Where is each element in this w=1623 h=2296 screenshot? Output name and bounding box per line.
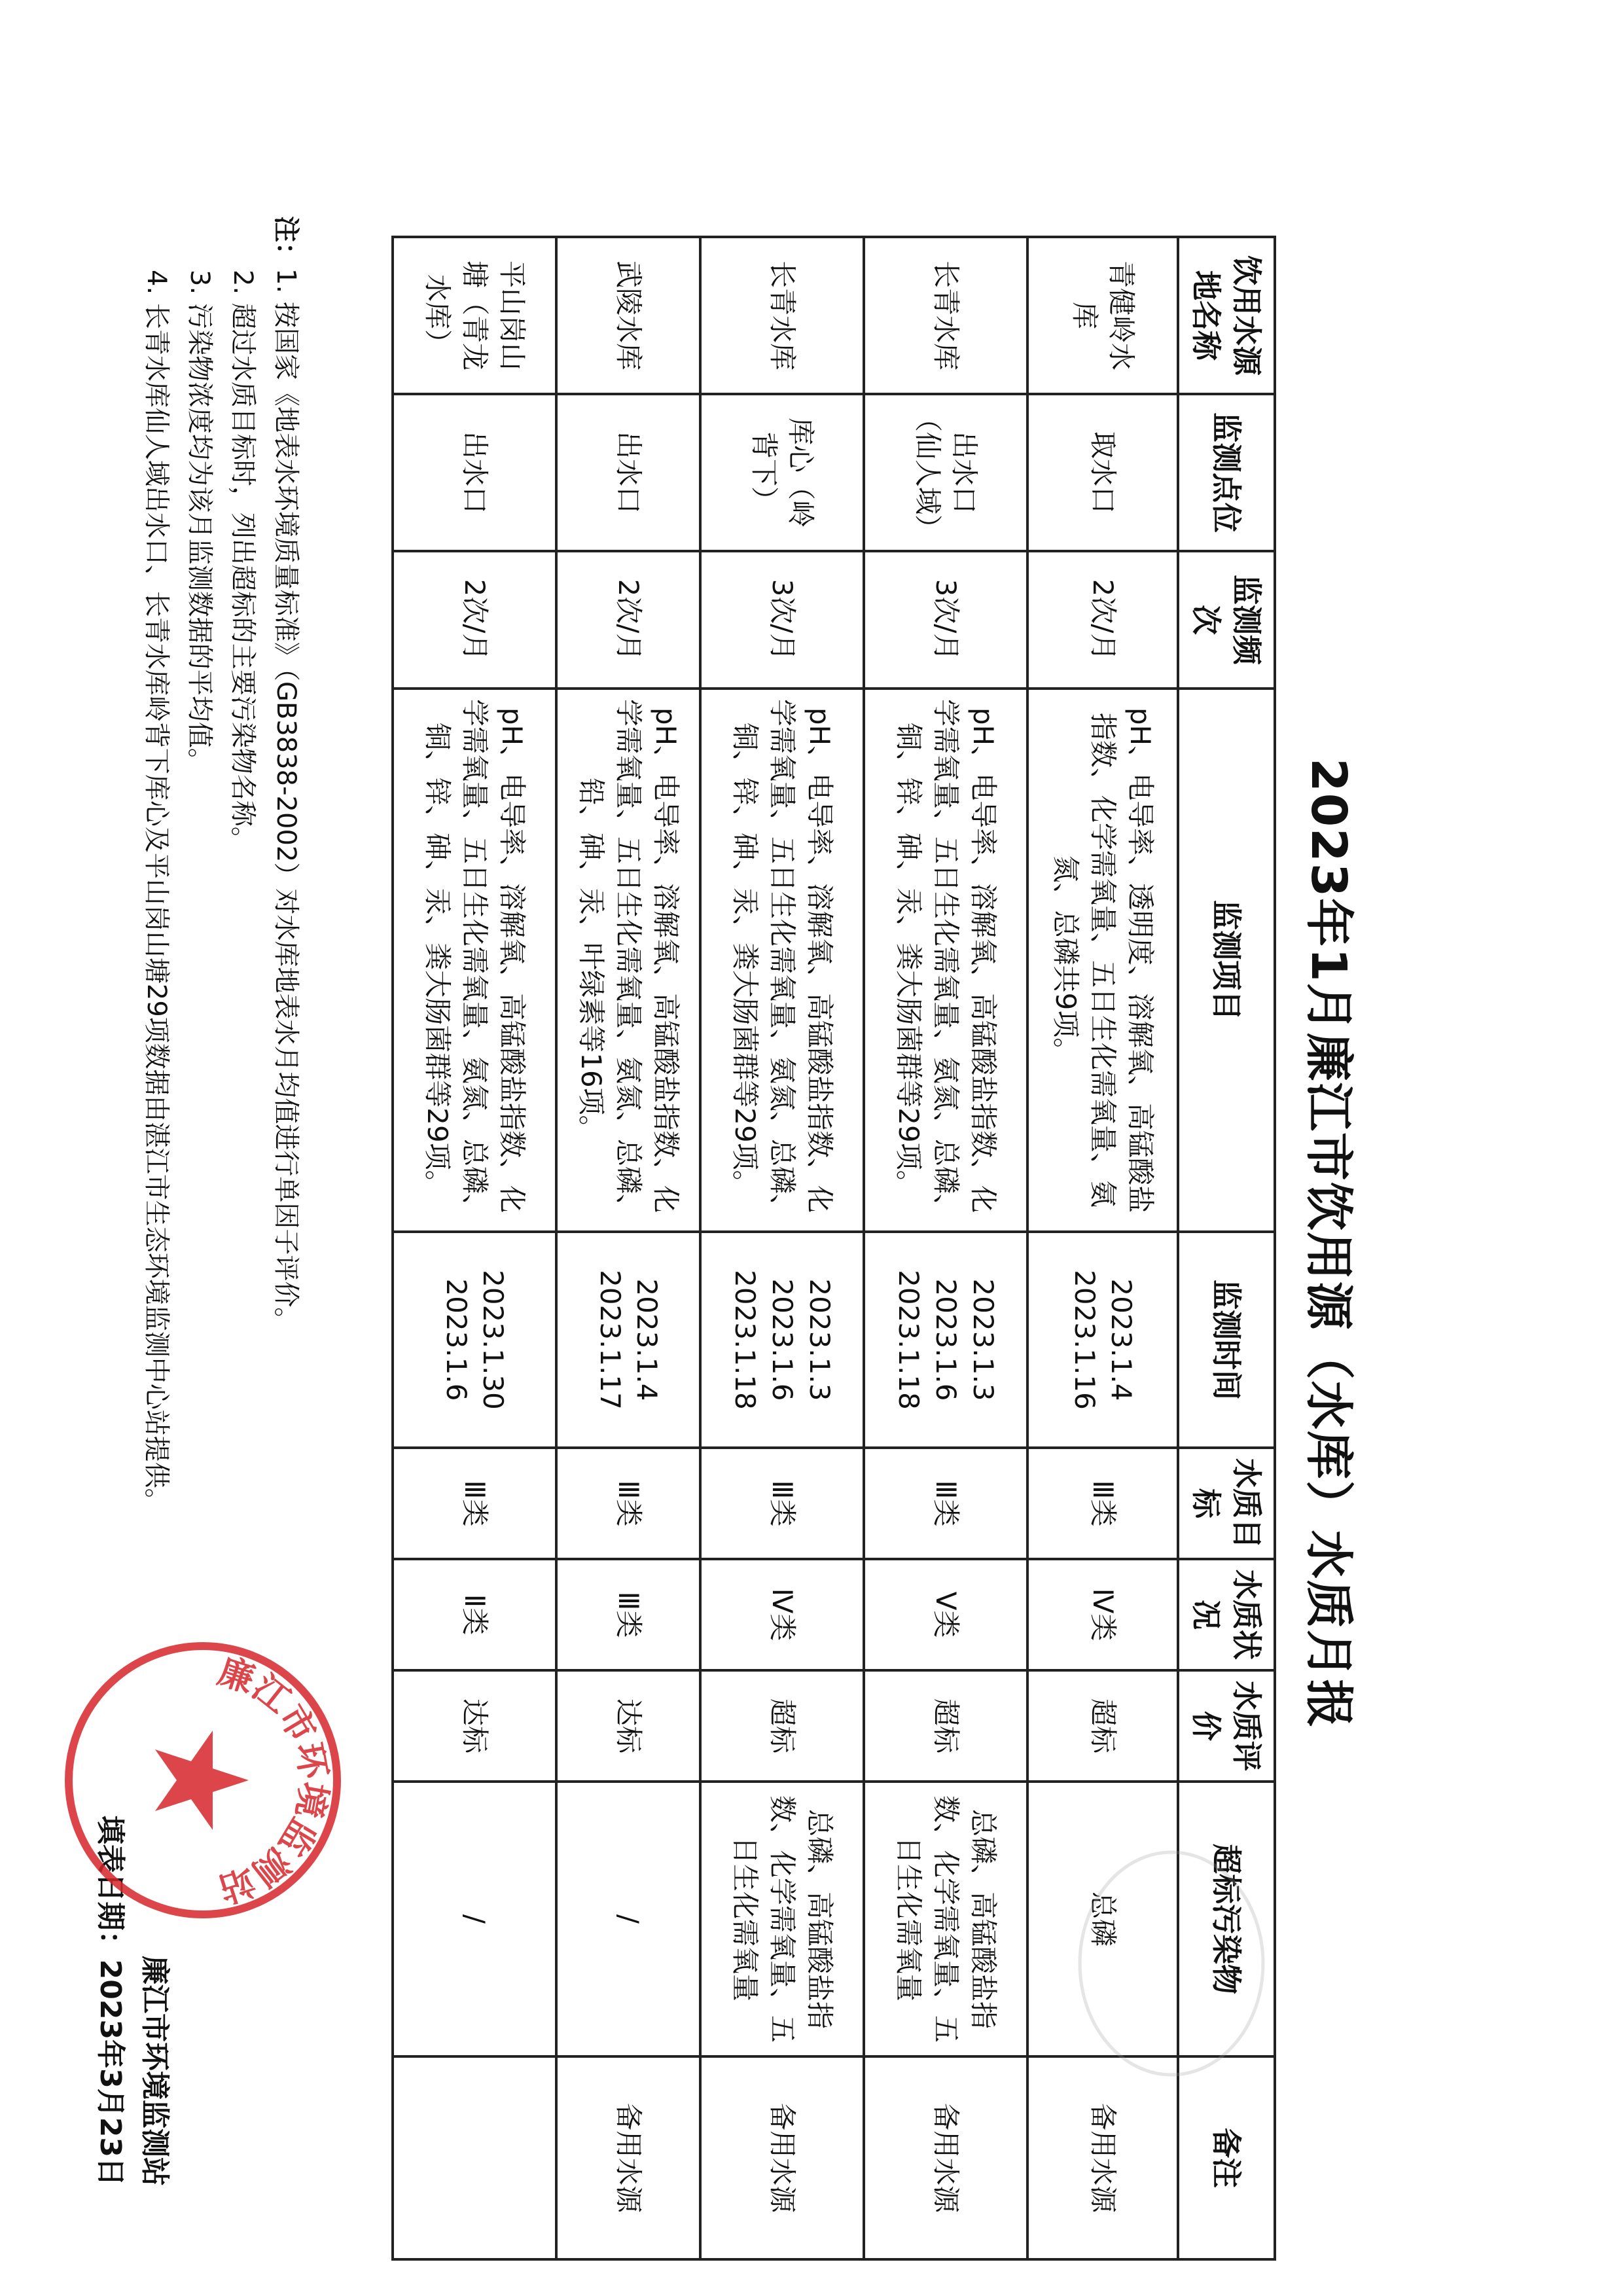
cell-frequency: 2次/月 [1027, 551, 1178, 689]
cell-pollutant: 总磷、高锰酸盐指数、化学需氧量、五日生化需氧量 [864, 1782, 1027, 2056]
cell-items: pH、电导率、透明度、溶解氧、高锰酸盐指数、化学需氧量、五日生化需氧量、氨氮、总磷共9项。 [1027, 689, 1178, 1232]
cell-source-name: 长青水库 [864, 237, 1027, 394]
notes-label: 注： [271, 216, 301, 268]
report-page [59, 196, 1368, 2291]
cell-items: pH、电导率、溶解氧、高锰酸盐指数、化学需氧量、五日生化需氧量、氨氮、总磷、铜、锌、砷、汞、粪大肠菌群等29项。 [864, 689, 1027, 1232]
cell-target: Ⅲ类 [556, 1448, 700, 1559]
footer-date: 填表日期：2023年3月23日 [94, 1815, 127, 2186]
cell-time: 2023.1.3 2023.1.6 2023.1.18 [864, 1232, 1027, 1448]
cell-source-name: 武陵水库 [556, 237, 700, 394]
cell-point: 出水口（仙人域） [864, 394, 1027, 551]
cell-pollutant: 总磷、高锰酸盐指数、化学需氧量、五日生化需氧量 [700, 1782, 864, 2056]
header-source-name: 饮用水源地名称 [1178, 237, 1275, 394]
footer-organization: 廉江市环境监测站 [138, 1956, 171, 2186]
header-frequency: 监测频次 [1178, 551, 1275, 689]
cell-frequency: 3次/月 [700, 551, 864, 689]
cell-remark: 备用水源 [1027, 2056, 1178, 2259]
header-status: 水质状况 [1178, 1559, 1275, 1670]
header-time: 监测时间 [1178, 1232, 1275, 1448]
cell-time: 2023.1.3 2023.1.6 2023.1.18 [700, 1232, 864, 1448]
table-row [700, 237, 864, 2259]
official-seal-icon [59, 1636, 347, 1924]
cell-remark: 备用水源 [864, 2056, 1027, 2259]
header-items: 监测项目 [1178, 689, 1275, 1232]
table-row [556, 237, 700, 2259]
cell-items: pH、电导率、溶解氧、高锰酸盐指数、化学需氧量、五日生化需氧量、氨氮、总磷、铅、砷、汞、叶绿素等16项。 [556, 689, 700, 1232]
header-point: 监测点位 [1178, 394, 1275, 551]
cell-pollutant: 总磷 [1027, 1782, 1178, 2056]
note-3: 3. 污染物浓度均为该月监测数据的平均值。 [185, 270, 215, 774]
cell-time: 2023.1.4 2023.1.16 [1027, 1232, 1178, 1448]
cell-status: Ⅳ类 [700, 1559, 864, 1670]
cell-remark: 备用水源 [700, 2056, 864, 2259]
cell-frequency: 3次/月 [864, 551, 1027, 689]
faint-seal-icon [1073, 1846, 1270, 2081]
cell-remark [393, 2056, 556, 2259]
cell-status: Ⅱ类 [393, 1559, 556, 1670]
note-line [264, 216, 308, 2245]
seal-text: 廉江市环境监测站 [213, 1651, 334, 1909]
cell-pollutant: / [393, 1782, 556, 2056]
cell-evaluation: 超标 [1027, 1670, 1178, 1782]
table-row [864, 237, 1027, 2259]
cell-remark: 备用水源 [556, 2056, 700, 2259]
header-remark: 备注 [1178, 2056, 1275, 2259]
cell-evaluation: 达标 [556, 1670, 700, 1782]
note-line [221, 216, 264, 2245]
cell-evaluation: 超标 [864, 1670, 1027, 1782]
cell-target: Ⅲ类 [864, 1448, 1027, 1559]
cell-point: 取水口 [1027, 394, 1178, 551]
cell-pollutant: / [556, 1782, 700, 2056]
cell-items: pH、电导率、溶解氧、高锰酸盐指数、化学需氧量、五日生化需氧量、氨氮、总磷、铜、锌、砷、汞、粪大肠菌群等29项。 [700, 689, 864, 1232]
cell-frequency: 2次/月 [393, 551, 556, 689]
cell-point: 库心（岭背下） [700, 394, 864, 551]
cell-time: 2023.1.4 2023.1.17 [556, 1232, 700, 1448]
cell-point: 出水口 [556, 394, 700, 551]
cell-status: Ⅲ类 [556, 1559, 700, 1670]
table-row [393, 237, 556, 2259]
note-4: 4. 长青水库仙人域出水口、长青水库岭背下库心及平山岗山塘29项数据由湛江市生态环境监测中心站提供。 [141, 270, 171, 1515]
cell-target: Ⅲ类 [700, 1448, 864, 1559]
cell-evaluation: 达标 [393, 1670, 556, 1782]
header-pollutant: 超标污染物 [1178, 1782, 1275, 2056]
header-evaluation: 水质评价 [1178, 1670, 1275, 1782]
cell-source-name: 长青水库 [700, 237, 864, 394]
note-2: 2. 超过水质目标时，列出超标的主要污染物名称。 [228, 270, 258, 853]
note-line [178, 216, 221, 2245]
cell-status: Ⅳ类 [1027, 1559, 1178, 1670]
header-target: 水质目标 [1178, 1448, 1275, 1559]
cell-point: 出水口 [393, 394, 556, 551]
cell-source-name: 平山岗山塘（青龙水库） [393, 237, 556, 394]
cell-target: Ⅲ类 [393, 1448, 556, 1559]
report-title: 2023年1月廉江市饮用源（水库）水质月报 [1300, 758, 1357, 1729]
cell-source-name: 青健岭水库 [1027, 237, 1178, 394]
cell-target: Ⅲ类 [1027, 1448, 1178, 1559]
cell-time: 2023.1.30 2023.1.6 [393, 1232, 556, 1448]
cell-status: Ⅴ类 [864, 1559, 1027, 1670]
cell-evaluation: 超标 [700, 1670, 864, 1782]
cell-items: pH、电导率、溶解氧、高锰酸盐指数、化学需氧量、五日生化需氧量、氨氮、总磷、铜、锌、砷、汞、粪大肠菌群等29项。 [393, 689, 556, 1232]
cell-frequency: 2次/月 [556, 551, 700, 689]
note-1: 1. 按国家《地表水环境质量标准》（GB3838-2002）对水库地表水月均值进行单因子评价。 [271, 268, 301, 1334]
